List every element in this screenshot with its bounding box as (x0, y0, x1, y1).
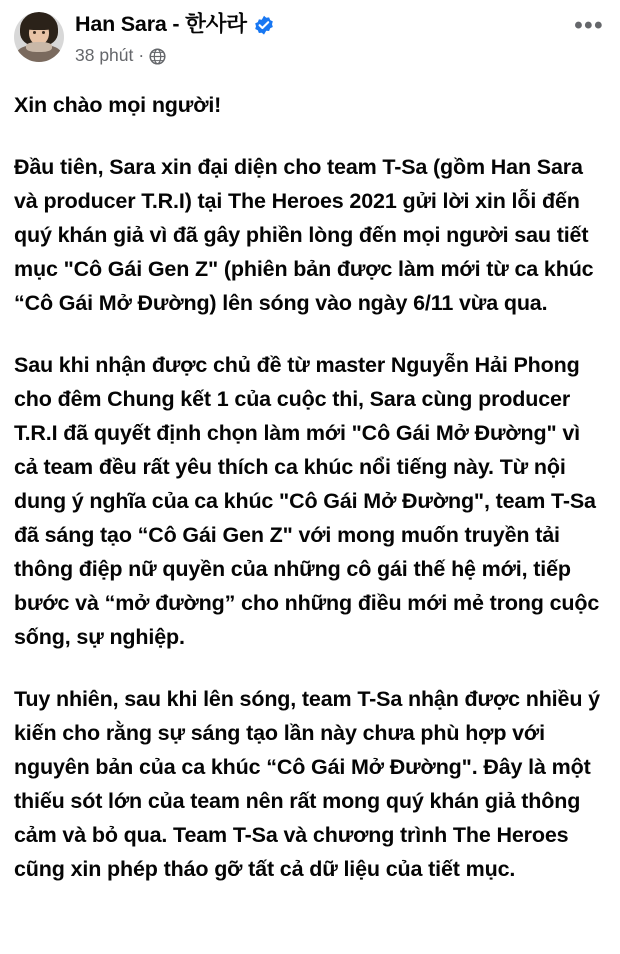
post-paragraph-3: Sau khi nhận được chủ đề từ master Nguyễn Hải Phong cho đêm Chung kết 1 của cuộc thi, Sara cùng producer T.R.I đã quyết định chọn làm mới "Cô Gái Mở Đường" vì cả team đều rất yêu thích ca khúc nổi tiếng này. Từ nội dung ý nghĩa của ca khúc "Cô Gái Mở Đường", team T-Sa đã sáng tạo “Cô Gái Gen Z" với mong muốn truyền tải thông điệp nữ quyền của những cô gái thế hệ mới, tiếp bước và “mở đường” cho những điều mới mẻ trong cuộc sống, sự nghiệp. (14, 353, 600, 649)
avatar[interactable] (14, 12, 64, 62)
post-paragraph-1: Xin chào mọi người! (14, 93, 222, 117)
post-content (14, 88, 606, 886)
avatar-bangs (25, 18, 53, 30)
post-header (14, 10, 606, 76)
post-header-text (75, 10, 274, 66)
post-paragraph-2: Đầu tiên, Sara xin đại diện cho team T-Sa (gồm Han Sara và producer T.R.I) tại The Heroes 2021 gửi lời xin lỗi đến quý khán giả vì đã gây phiền lòng đến mọi người sau tiết mục "Cô Gái Gen Z" (phiên bản được làm mới từ ca khúc “Cô Gái Mở Đường) lên sóng vào ngày 6/11 vừa qua. (14, 155, 594, 315)
globe-icon[interactable] (149, 48, 166, 65)
post-meta (75, 45, 274, 66)
avatar-eye-left (33, 31, 36, 34)
meta-separator: · (138, 44, 145, 65)
post-timestamp[interactable]: 38 phút (75, 44, 134, 65)
post-paragraph-4: Tuy nhiên, sau khi lên sóng, team T-Sa nhận được nhiều ý kiến cho rằng sự sáng tạo lần này chưa phù hợp với nguyên bản của ca khúc “Cô Gái Mở Đường". Đây là một thiếu sót lớn của team nên rất mong quý khán giả thông cảm và bỏ qua. Team T-Sa và chương trình The Heroes cũng xin phép tháo gỡ tất cả dữ liệu của tiết mục. (14, 687, 600, 881)
author-row (75, 14, 274, 36)
author-name[interactable]: Han Sara - 한사라 (75, 12, 247, 36)
verified-badge-icon (254, 15, 274, 35)
avatar-eye-right (42, 31, 45, 34)
post-more-options-button[interactable]: ••• (574, 12, 604, 39)
avatar-scarf (26, 42, 52, 52)
